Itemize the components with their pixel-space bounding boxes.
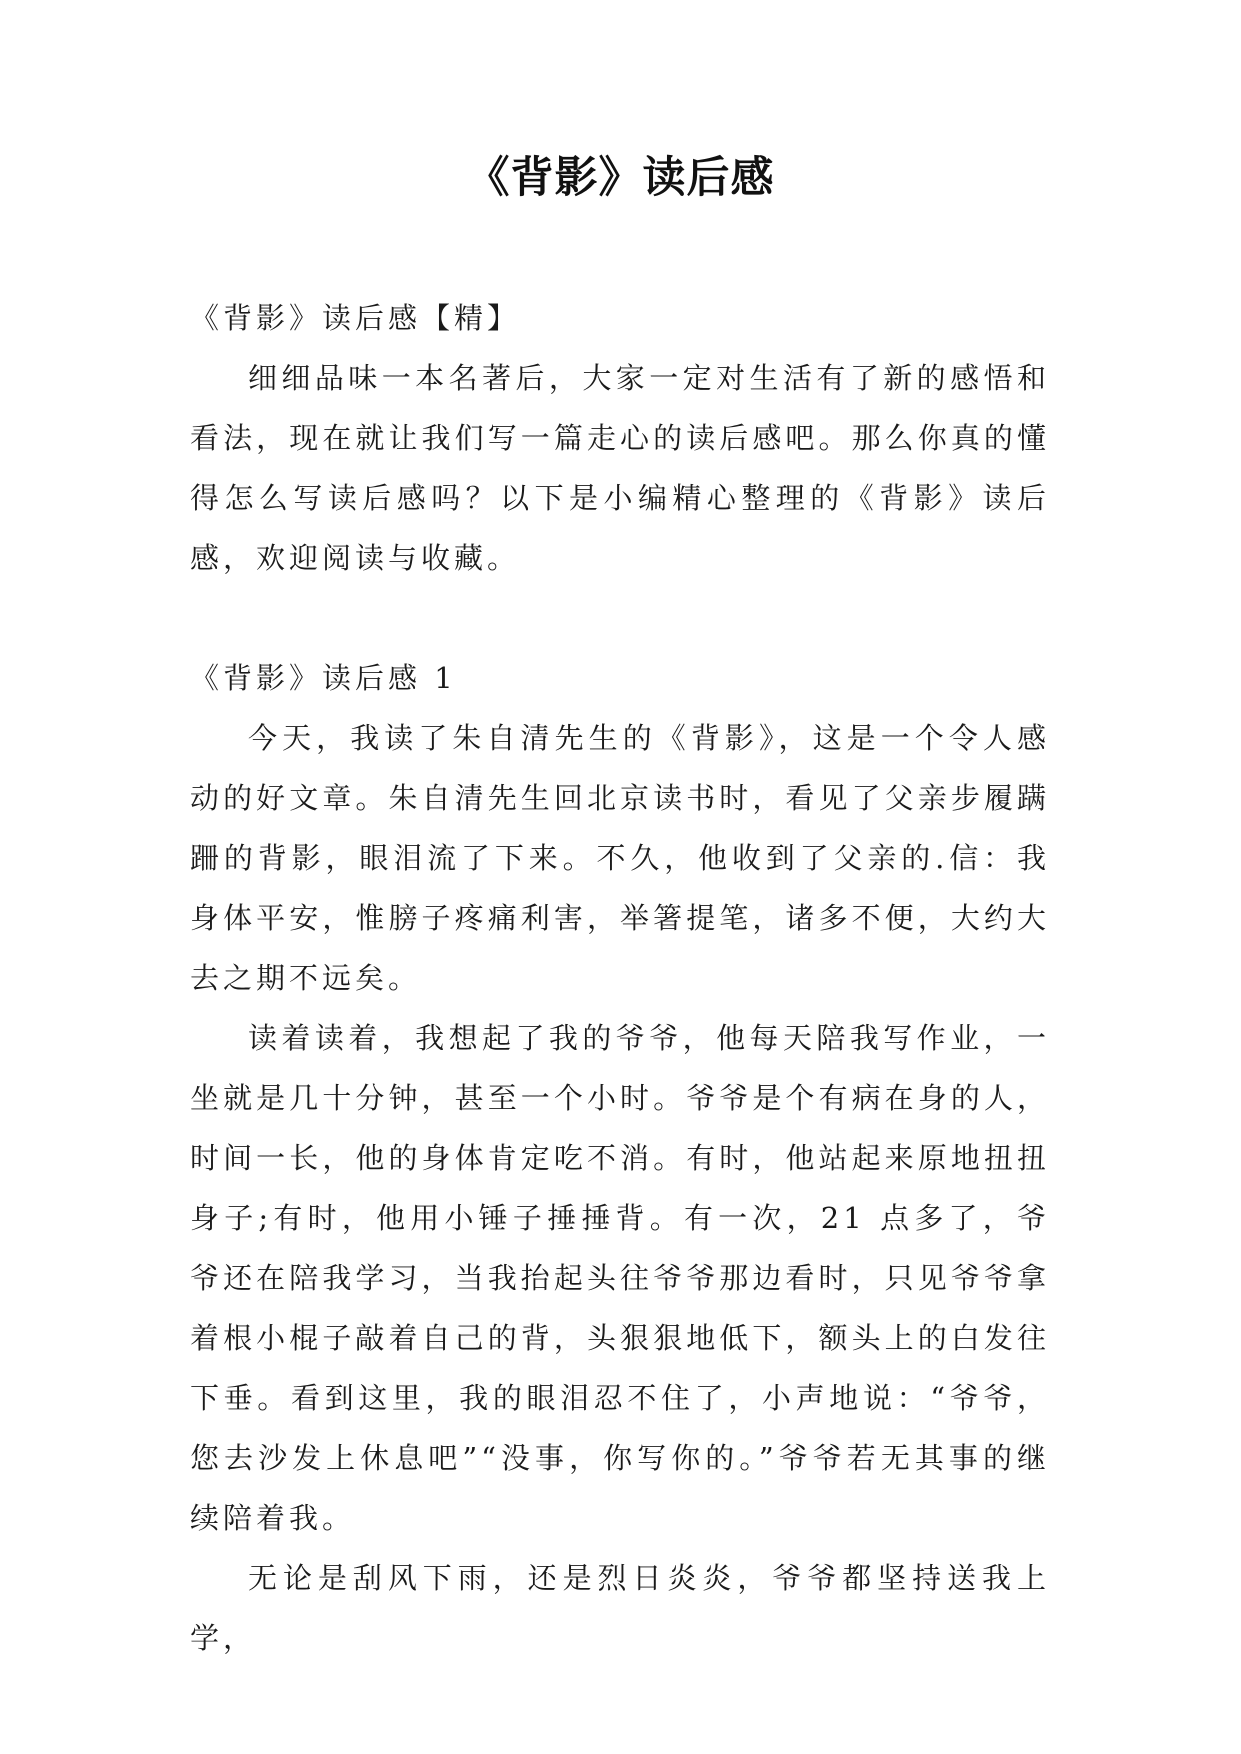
- section-spacer: [190, 588, 1050, 648]
- document-body: [190, 288, 1050, 1668]
- section1-paragraph-1: 今天，我读了朱自清先生的《背影》，这是一个令人感动的好文章。朱自清先生回北京读书时，看见了父亲步履蹒跚的背影，眼泪流了下来。不久，他收到了父亲的.信：我身体平安，惟膀子疼痛利害，举箸提笔，诸多不便，大约大去之期不远矣。: [190, 721, 1050, 995]
- document-title: 《背影》读后感: [466, 153, 775, 203]
- intro-paragraph: 细细品味一本名著后，大家一定对生活有了新的感悟和看法，现在就让我们写一篇走心的读后感吧。那么你真的懂得怎么写读后感吗？以下是小编精心整理的《背影》读后感，欢迎阅读与收藏。: [190, 361, 1050, 575]
- intro-heading: 《背影》读后感【精】: [190, 301, 521, 335]
- section1-heading: 《背影》读后感 1: [190, 661, 457, 695]
- section1-paragraph-2: 读着读着，我想起了我的爷爷，他每天陪我写作业，一坐就是几十分钟，甚至一个小时。爷爷是个有病在身的人，时间一长，他的身体肯定吃不消。有时，他站起来原地扭扭身子;有时，他用小锤子捶捶背。有一次，21 点多了，爷爷还在陪我学习，当我抬起头往爷爷那边看时，只见爷爷拿着根小棍子敲着自己的背，头狠狠地低下，额头上的白发往下垂。看到这里，我的眼泪忍不住了，小声地说：“爷爷，您去沙发上休息吧”“没事，你写你的。”爷爷若无其事的继续陪着我。: [190, 1021, 1050, 1535]
- section1-paragraph-3: 无论是刮风下雨，还是烈日炎炎，爷爷都坚持送我上学，: [190, 1561, 1050, 1655]
